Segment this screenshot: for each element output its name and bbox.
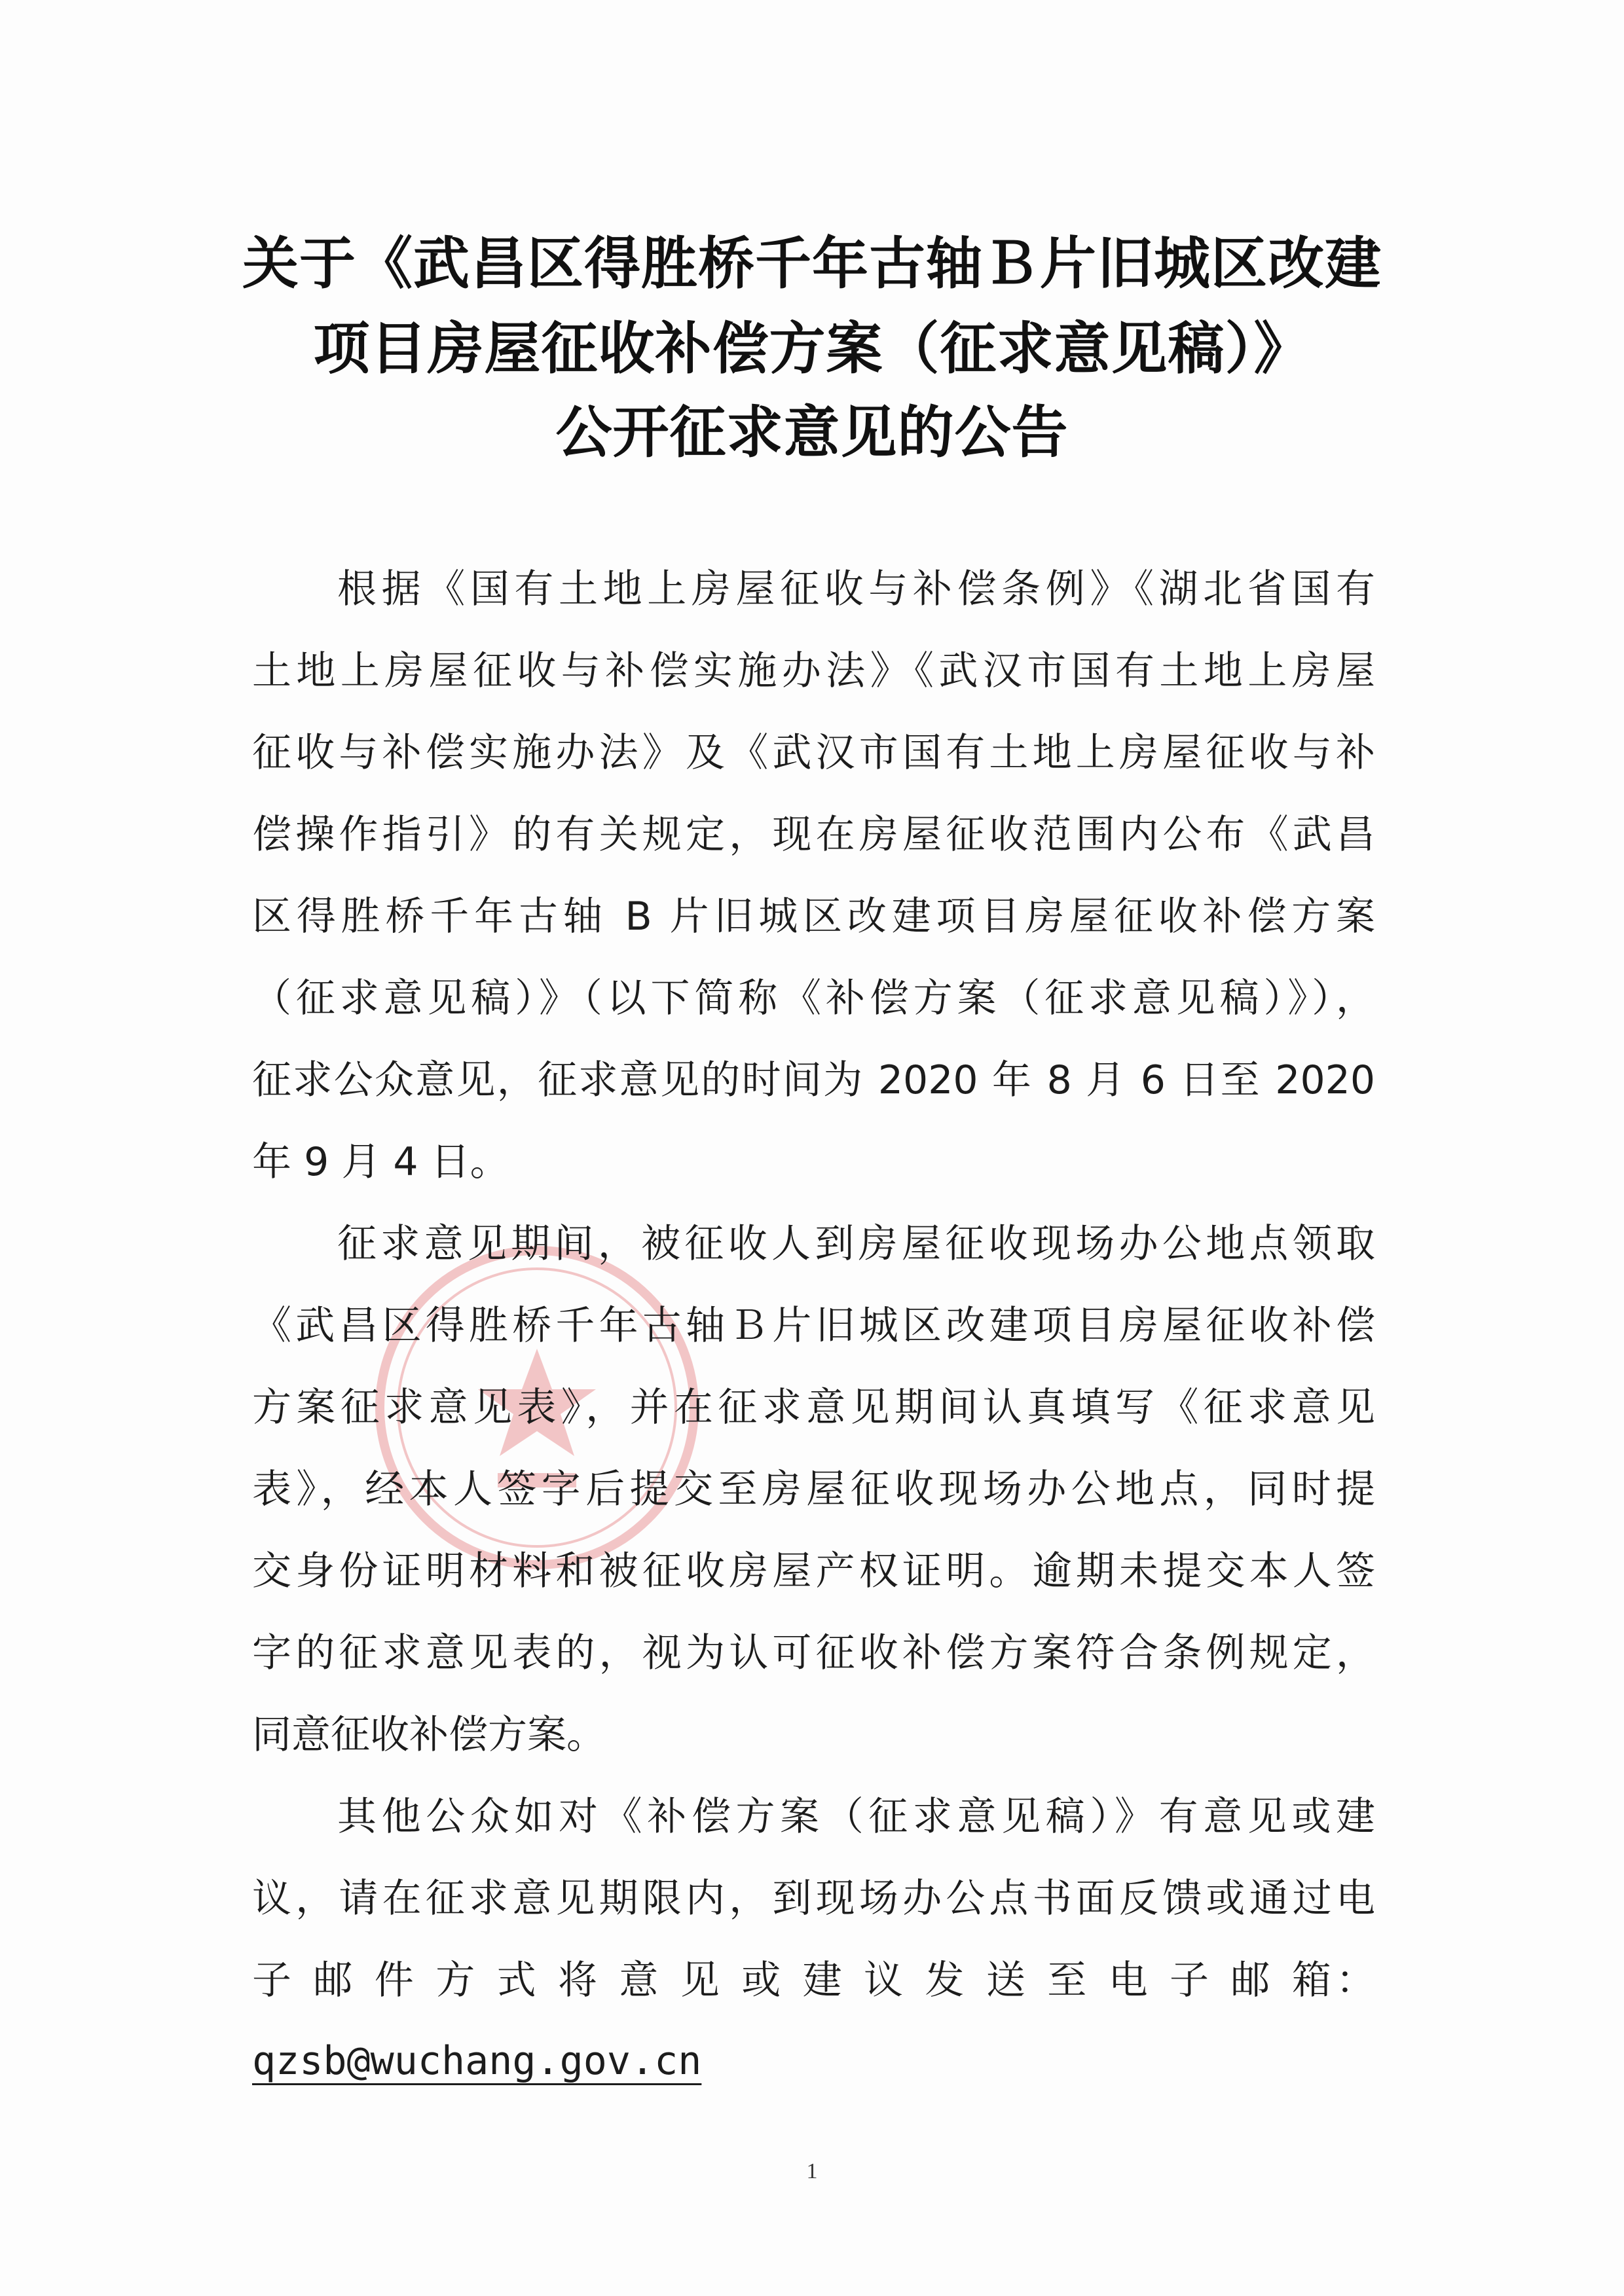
- paragraph-2-line: 《武昌区得胜桥千年古轴Ｂ片旧城区改建项目房屋征收补偿: [252, 1303, 1375, 1349]
- paragraph-2-line: 表》，经本人签字后提交至房屋征收现场办公地点，同时提: [252, 1467, 1375, 1512]
- paragraph-3-line: 议，请在征求意见期限内，到现场办公点书面反馈或通过电: [252, 1876, 1375, 1922]
- document-title-line-1: 关于《武昌区得胜桥千年古轴Ｂ片旧城区改建: [242, 230, 1382, 297]
- document-title-line-2: 项目房屋征收补偿方案（征求意见稿）》: [313, 316, 1311, 382]
- paragraph-1-line: 征求公众意见，征求意见的时间为 2020 年 8 月 6 日至 2020: [252, 1057, 1375, 1103]
- paragraph-1-line: （征求意见稿）》（以下简称《补偿方案（征求意见稿）》），: [252, 975, 1375, 1021]
- paragraph-2-line: 同意征收补偿方案。: [252, 1712, 606, 1758]
- document-title-line-3: 公开征求意见的公告: [555, 399, 1069, 465]
- paragraph-1-line: 根据《国有土地上房屋征收与补偿条例》《湖北省国有: [337, 566, 1375, 612]
- paragraph-2-line: 字的征求意见表的，视为认可征收补偿方案符合条例规定，: [252, 1630, 1375, 1676]
- contact-email-link[interactable]: qzsb@wuchang.gov.cn: [252, 2038, 702, 2084]
- paragraph-2-line: 方案征求意见表》，并在征求意见期间认真填写《征求意见: [252, 1385, 1375, 1430]
- paragraph-2-line: 交身份证明材料和被征收房屋产权证明。逾期未提交本人签: [252, 1548, 1375, 1594]
- paragraph-2-line: 征求意见期间，被征收人到房屋征收现场办公地点领取: [337, 1221, 1375, 1267]
- paragraph-3-line: 子 邮 件 方 式 将 意 见 或 建 议 发 送 至 电 子 邮 箱：: [252, 1958, 1375, 2003]
- paragraph-3-line: 其他公众如对《补偿方案（征求意见稿）》有意见或建: [337, 1794, 1375, 1840]
- paragraph-1-line: 年 9 月 4 日。: [252, 1139, 509, 1185]
- paragraph-1-line: 区得胜桥千年古轴 B 片旧城区改建项目房屋征收补偿方案: [252, 894, 1375, 939]
- page-number: 1: [806, 2159, 818, 2183]
- paragraph-1-line: 土地上房屋征收与补偿实施办法》《武汉市国有土地上房屋: [252, 648, 1375, 694]
- paragraph-1-line: 征收与补偿实施办法》及《武汉市国有土地上房屋征收与补: [252, 730, 1375, 776]
- paragraph-1-line: 偿操作指引》的有关规定，现在房屋征收范围内公布《武昌: [252, 812, 1375, 858]
